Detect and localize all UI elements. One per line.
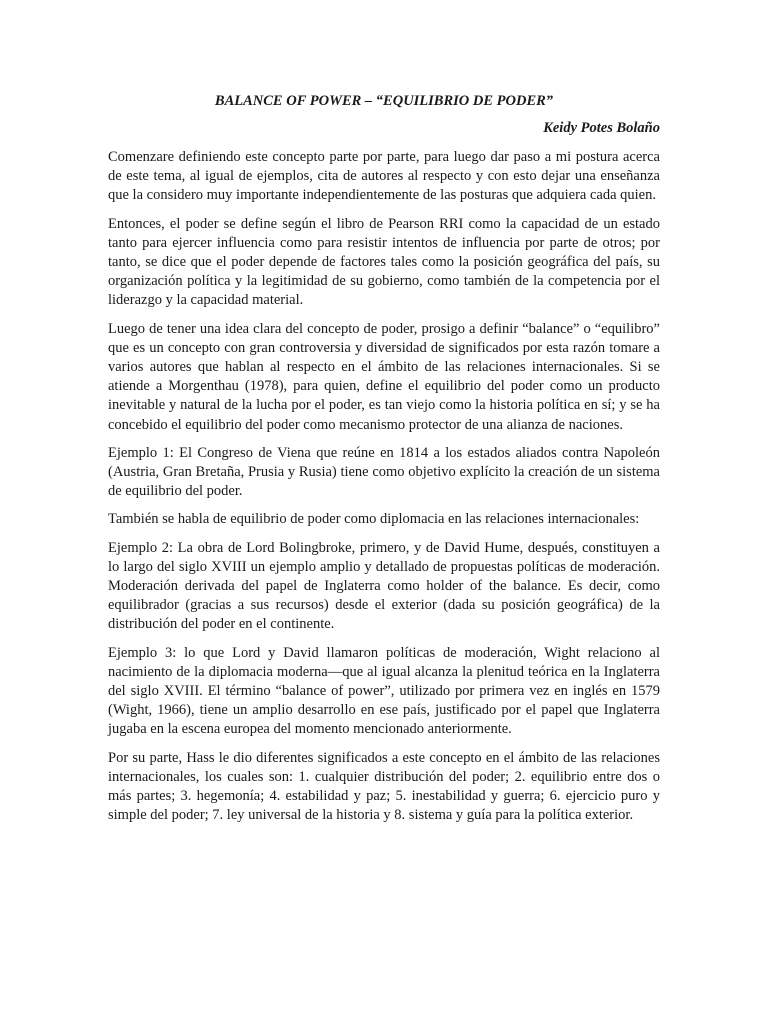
- paragraph-1: Comenzare definiendo este concepto parte por parte, para luego dar paso a mi postura acerca de este tema, al igual de ejemplos, cita de autores al respecto y con esto dejar una enseñanza que la considero muy importante independientemente de las posturas que adquiera cada quien.: [108, 149, 660, 204]
- paragraph-4: Ejemplo 1: El Congreso de Viena que reúne en 1814 a los estados aliados contra Napoleón (Austria, Gran Bretaña, Prusia y Rusia) tiene como objetivo explícito la creación de un sistema de equilibrio del poder.: [108, 444, 660, 500]
- document-title: BALANCE OF POWER – “EQUILIBRIO DE PODER”: [214, 93, 554, 109]
- paragraph-6: Ejemplo 2: La obra de Lord Bolingbroke, primero, y de David Hume, después, constituyen a lo largo del siglo XVIII un ejemplo amplio y detallado de propuestas políticas de moderación. Moderación derivada del papel de Inglaterra como holder of the balance. Es decir, como equilibrador (gracias a sus recursos) desde el exterior (dada su posición geográfica) de la distribución del poder en el continente.: [108, 539, 660, 633]
- paragraph-3: Luego de tener una idea clara del concepto de poder, prosigo a definir “balance” o “equilibro” que es un concepto con gran controversia y diversidad de significados por esta razón tomare a varios autores que hablan al respecto en el ámbito de las relaciones internacionales. Si se atiende a Morgenthau (1978), para quien, define el equilibrio del poder como un producto inevitable y natural de la lucha por el poder, es tan viejo como la historia política en sí; y se ha concebido el equilibrio del poder como mecanismo protector de una alianza de naciones.: [108, 320, 660, 433]
- paragraph-5: También se habla de equilibrio de poder como diplomacia en las relaciones internacionales:: [108, 511, 640, 528]
- author-name: Keidy Potes Bolaño: [543, 120, 660, 136]
- paragraph-2: Entonces, el poder se define según el libro de Pearson RRI como la capacidad de un estado tanto para ejercer influencia como para resistir intentos de influencia por parte de otros; por tanto, se dice que el poder depende de factores tales como la posición geográfica del país, su organización política y la legitimidad de su gobierno, como también de la competencia por el liderazgo y la capacidad material.: [108, 215, 660, 309]
- paragraph-7: Ejemplo 3: lo que Lord y David llamaron políticas de moderación, Wight relaciono al nacimiento de la diplomacia moderna—que al igual alcanza la plenitud teórica en la Inglaterra del siglo XVIII. El término “balance of power”, utilizado por primera vez en inglés en 1579 (Wight, 1966), tiene un amplio desarrollo en ese país, justificado por el papel que Inglaterra jugaba en la escena europea del momento mencionado anteriormente.: [108, 644, 660, 738]
- paragraph-8: Por su parte, Hass le dio diferentes significados a este concepto en el ámbito de las relaciones internacionales, los cuales son: 1. cualquier distribución del poder; 2. equilibrio entre dos o más partes; 3. hegemonía; 4. estabilidad y paz; 5. inestabilidad y guerra; 6. ejercicio puro y simple del poder; 7. ley universal de la historia y 8. sistema y guía para la política exterior.: [108, 749, 660, 824]
